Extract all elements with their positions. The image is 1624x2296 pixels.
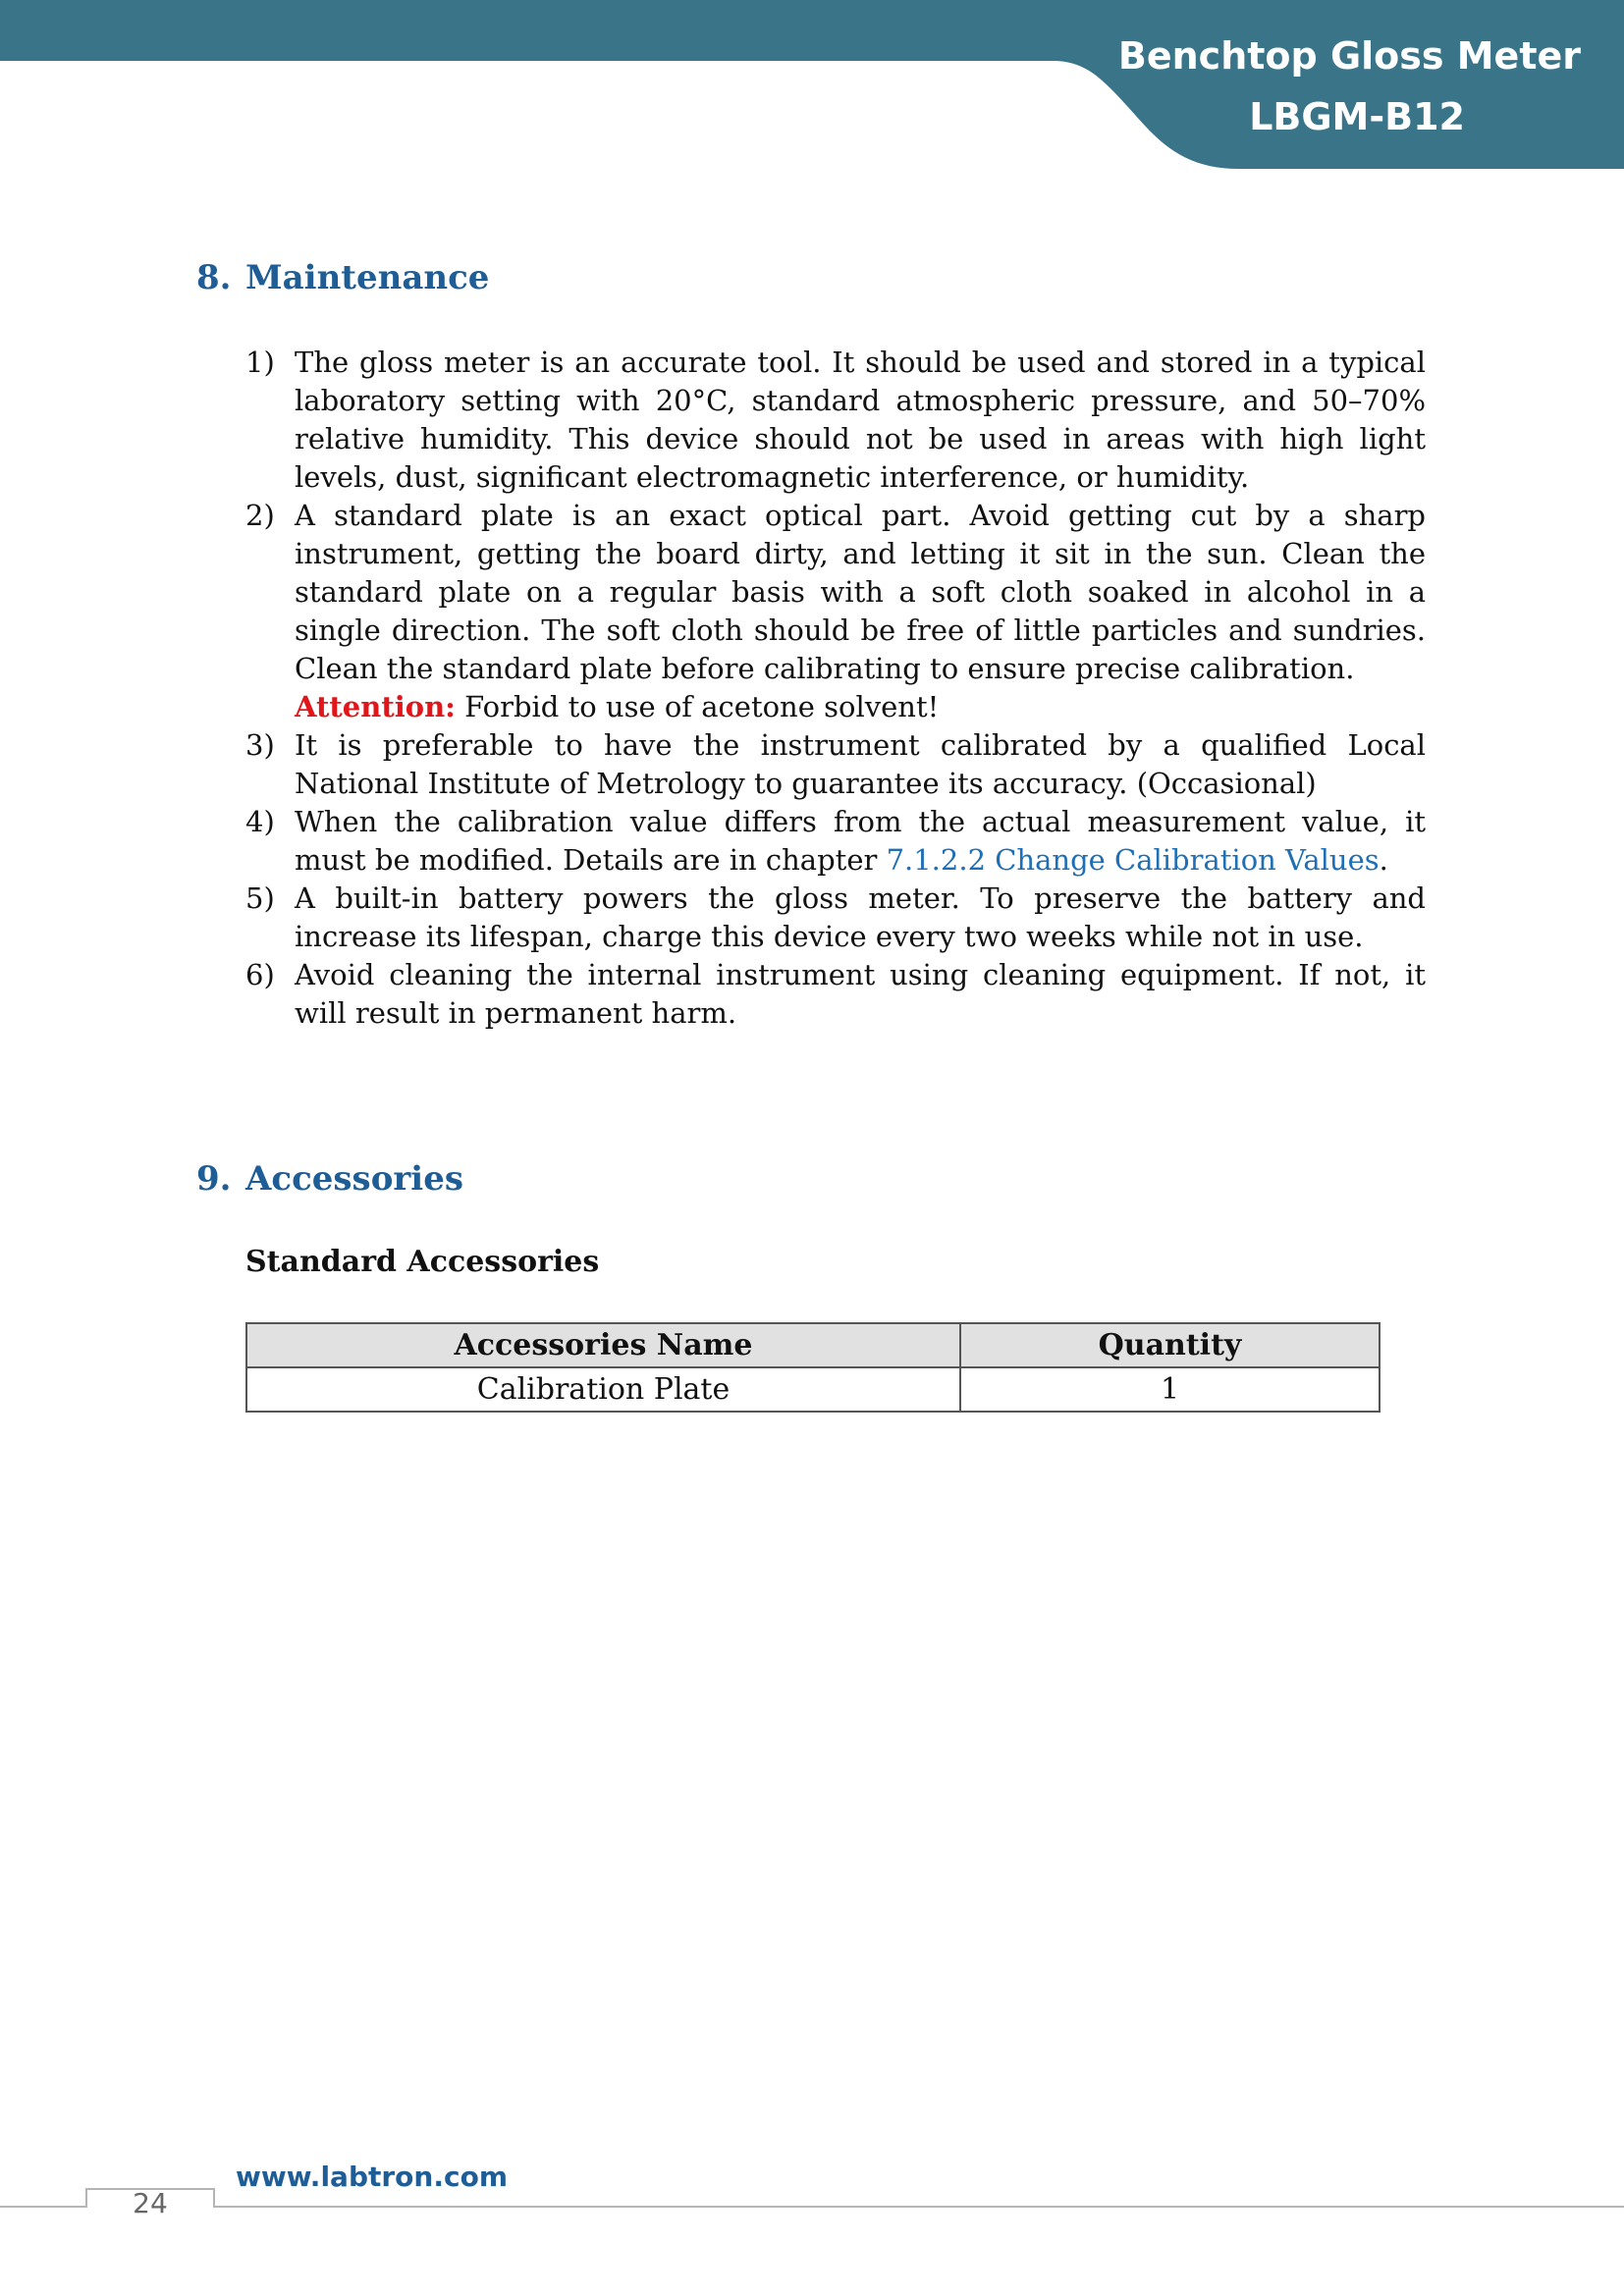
column-header-quantity: Quantity xyxy=(960,1323,1380,1367)
list-item xyxy=(245,497,1426,726)
section-title: Maintenance xyxy=(245,258,490,297)
attention-text: Forbid to use of acetone solvent! xyxy=(455,690,940,723)
list-item-text: A standard plate is an exact optical part. Avoid getting cut by a sharp instrument, getting the board dirty, and letting it sit in the sun. Clean the standard plate on a regular basis with a soft cloth soaked in alcohol in a single direction. The soft cloth should be free of little particles and sundries. Clean the standard plate before calibrating to ensure precise calibration. xyxy=(295,499,1426,685)
list-item xyxy=(245,803,1426,880)
list-number: 3) xyxy=(245,728,275,762)
header-text xyxy=(1074,26,1624,147)
list-item xyxy=(245,956,1426,1033)
list-number: 2) xyxy=(245,499,275,532)
table-cell-name: Calibration Plate xyxy=(246,1367,960,1412)
list-number: 5) xyxy=(245,881,275,915)
list-item-text: Avoid cleaning the internal instrument using cleaning equipment. If not, it will result in permanent harm. xyxy=(295,958,1426,1030)
accessories-table xyxy=(245,1322,1380,1413)
section-title: Accessories xyxy=(245,1159,463,1199)
section-number: 8. xyxy=(196,258,232,297)
maintenance-list xyxy=(245,344,1426,1033)
section-heading-maintenance xyxy=(196,258,489,297)
chapter-link[interactable]: 7.1.2.2 Change Calibration Values xyxy=(886,843,1380,877)
section-number: 9. xyxy=(196,1159,232,1199)
model-number: LBGM-B12 xyxy=(1249,95,1465,138)
list-item-text: It is preferable to have the instrument calibrated by a qualified Local National Institute of Metrology to guarantee its accuracy. (Occasional) xyxy=(295,728,1426,800)
list-item xyxy=(245,726,1426,803)
section-heading-accessories xyxy=(196,1159,463,1199)
website-link[interactable]: www.labtron.com xyxy=(236,2161,508,2193)
list-item xyxy=(245,880,1426,956)
column-header-name: Accessories Name xyxy=(246,1323,960,1367)
list-item-text: A built-in battery powers the gloss meter. To preserve the battery and increase its lifespan, charge this device every two weeks while not in use. xyxy=(295,881,1426,953)
list-item-text: The gloss meter is an accurate tool. It should be used and stored in a typical laboratory setting with 20°C, standard atmospheric pressure, and 50–70% relative humidity. This device should not be used in areas with high light levels, dust, significant electromagnetic interference, or humidity. xyxy=(295,346,1426,494)
list-number: 6) xyxy=(245,958,275,991)
table-cell-quantity: 1 xyxy=(960,1367,1380,1412)
list-item xyxy=(245,344,1426,497)
list-item-text-end: . xyxy=(1379,843,1388,877)
table-row xyxy=(246,1367,1380,1412)
attention-label: Attention: xyxy=(295,690,456,723)
page-number: 24 xyxy=(133,2187,168,2219)
footer-rule xyxy=(0,2187,1624,2256)
list-item-text: When the calibration value differs from the actual measurement value, it must be modified. Details are in chapter xyxy=(295,805,1426,877)
list-number: 1) xyxy=(245,346,275,379)
standard-accessories-heading: Standard Accessories xyxy=(245,1245,600,1279)
list-number: 4) xyxy=(245,805,275,838)
document-title: Benchtop Gloss Meter xyxy=(1117,34,1581,78)
table-header-row xyxy=(246,1323,1380,1367)
